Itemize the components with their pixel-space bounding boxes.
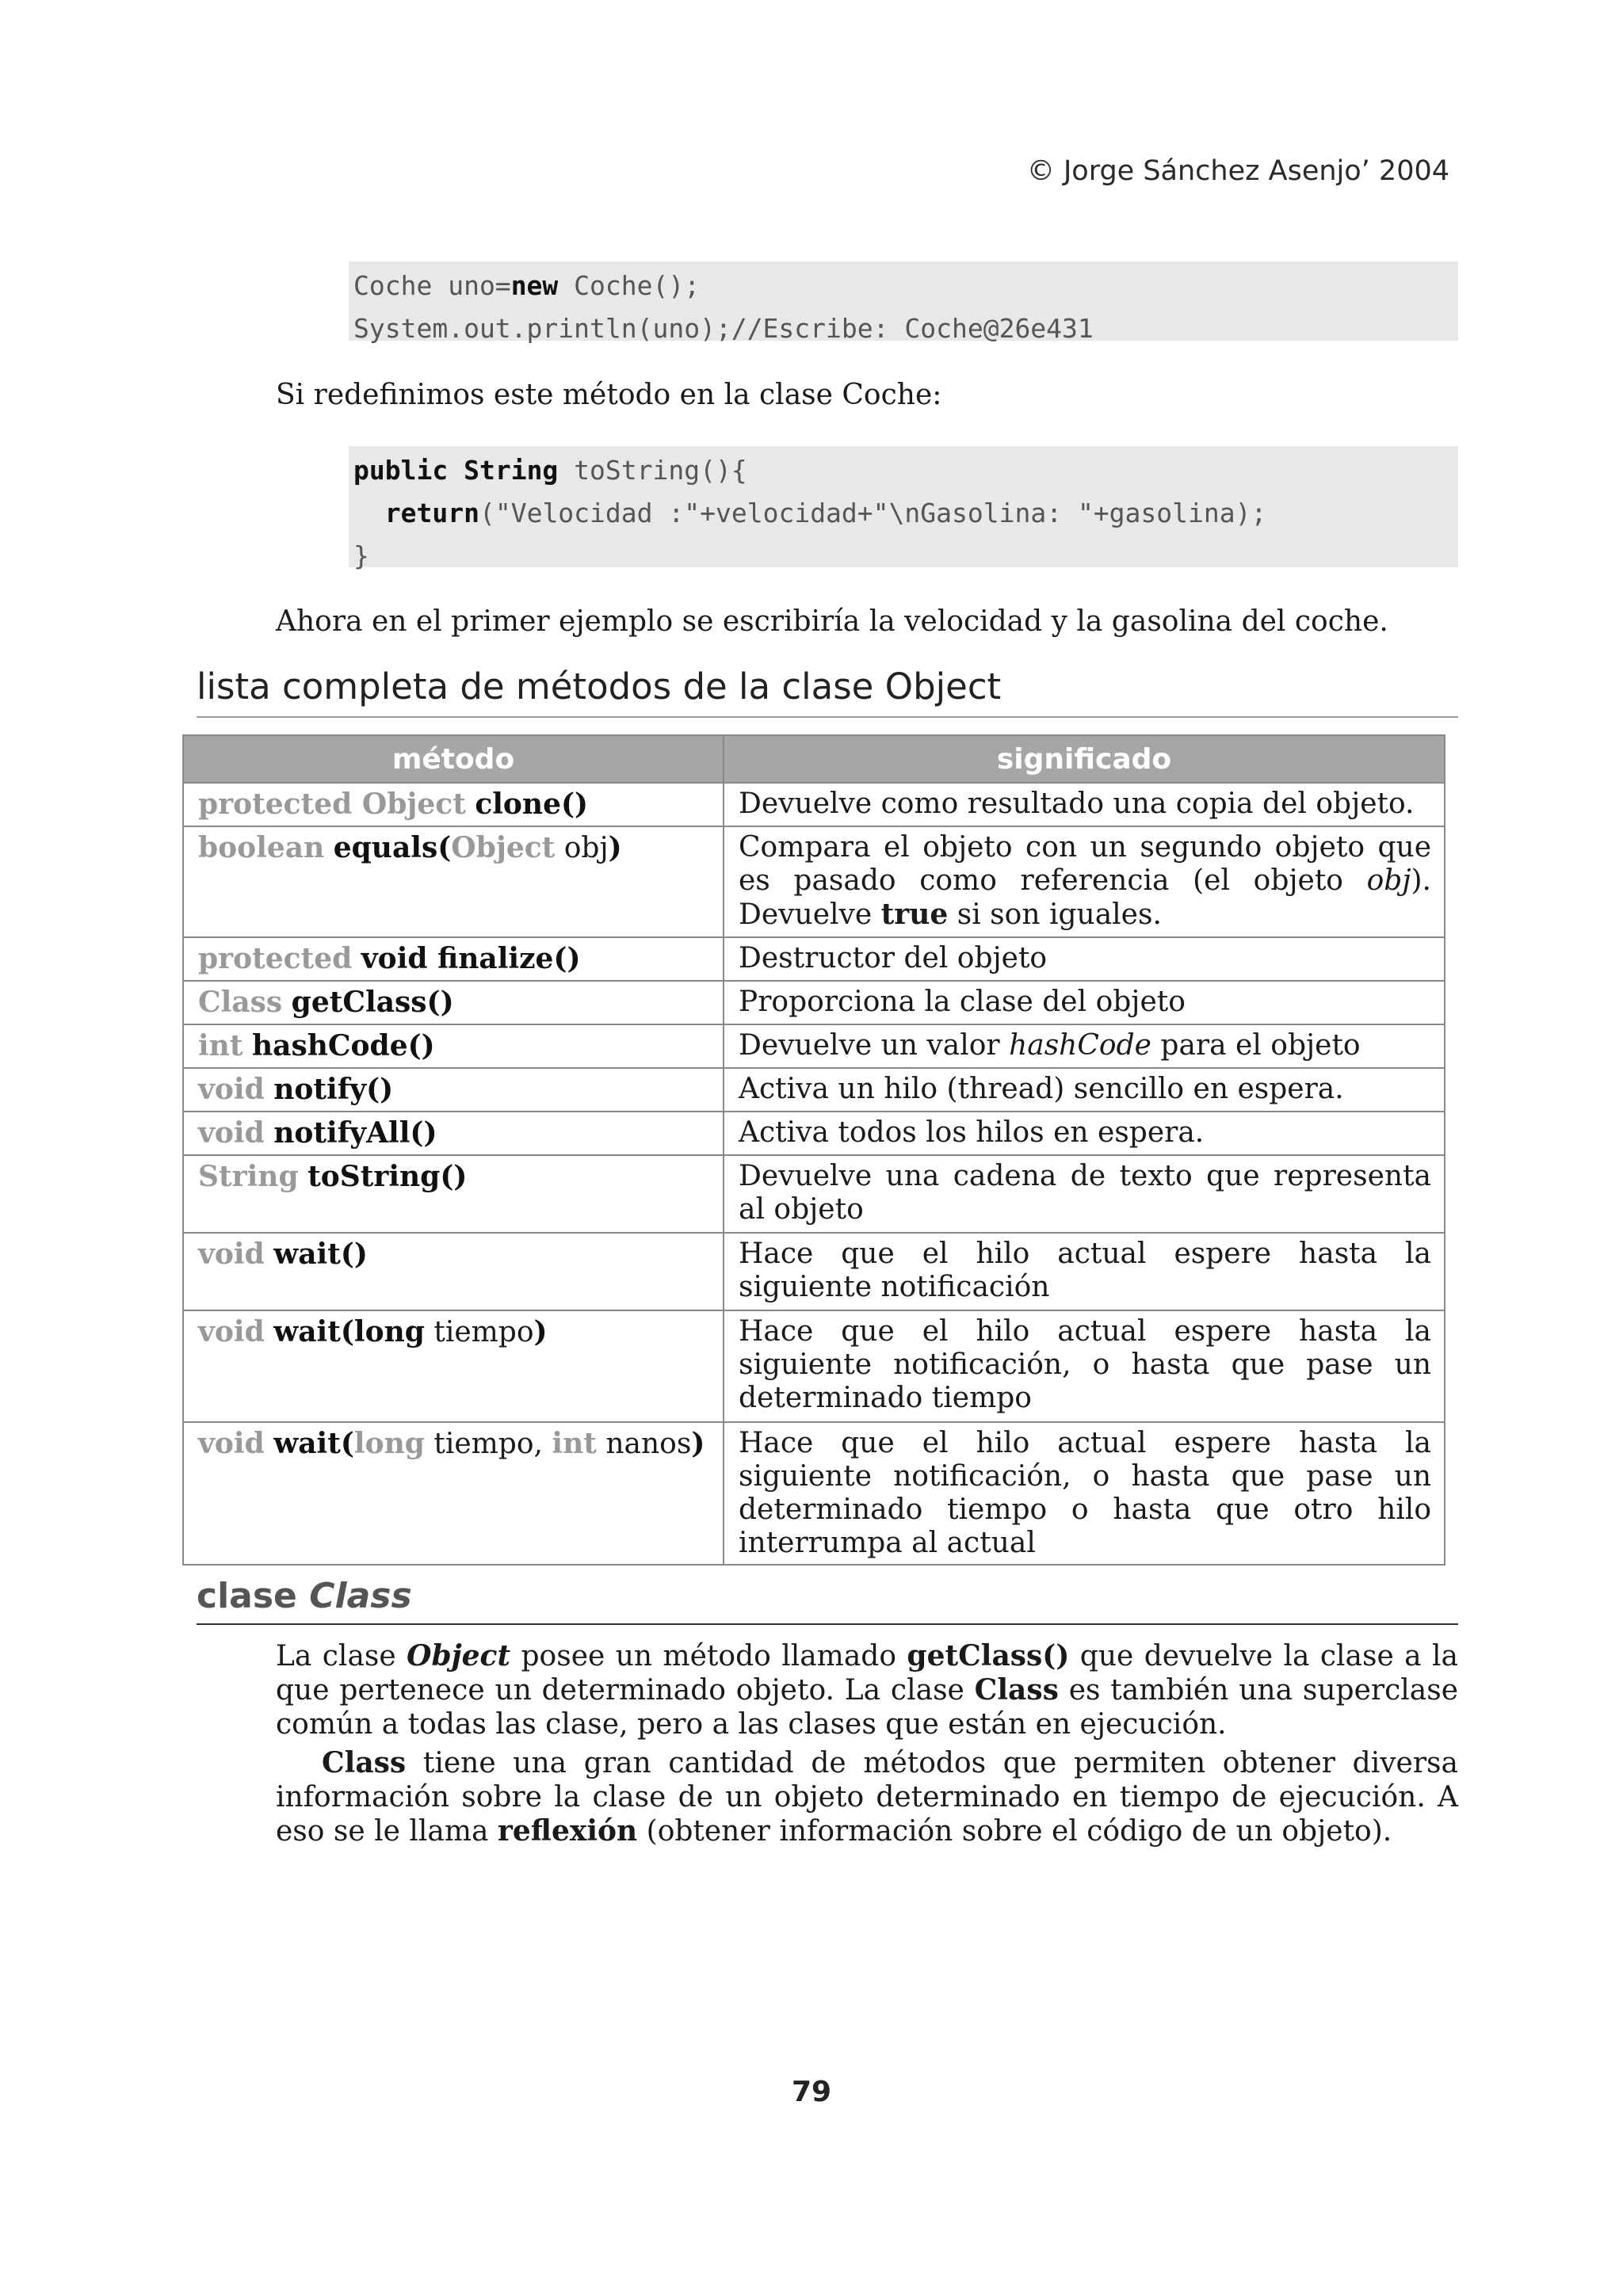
code-block-tostring-override (349, 446, 1458, 571)
method-description: Activa todos los hilos en espera. (724, 1112, 1445, 1155)
table-row (183, 1155, 1445, 1233)
code-line: } (353, 540, 369, 571)
code-line: System.out.println(uno);//Escribe: Coche@26e431 (353, 313, 1094, 344)
body-paragraph-reflection: Class tiene una gran cantidad de métodos que permiten obtener diversa información sobre la clase de un objeto determinado en tiempo de ejecución. A eso se le llama reflexión (obtener información sobre el código de un objeto). (276, 1746, 1458, 1848)
method-signature: void wait(long tiempo, int nanos) (183, 1422, 724, 1565)
section-title-object-methods: lista completa de métodos de la clase Object (197, 662, 1458, 718)
method-signature: void notifyAll() (183, 1112, 724, 1155)
method-description: Devuelve una cadena de texto que representa al objeto (724, 1155, 1445, 1233)
method-description: Hace que el hilo actual espere hasta la siguiente notificación, o hasta que pase un determinado tiempo o hasta que otro hilo interrumpa al actual (724, 1422, 1445, 1565)
table-row (183, 783, 1445, 826)
table-row (183, 1233, 1445, 1310)
column-header-method: método (183, 735, 724, 783)
table-row (183, 1068, 1445, 1112)
method-signature: boolean equals(Object obj) (183, 826, 724, 937)
method-signature: void wait(long tiempo) (183, 1310, 724, 1422)
method-description: Devuelve como resultado una copia del objeto. (724, 783, 1445, 826)
table-row (183, 826, 1445, 937)
method-signature: protected void finalize() (183, 937, 724, 981)
section-title-class: clase Class (197, 1573, 1458, 1625)
method-description: Hace que el hilo actual espere hasta la siguiente notificación (724, 1233, 1445, 1310)
method-description: Activa un hilo (thread) sencillo en espera. (724, 1068, 1445, 1112)
paragraph-redefine: Si redefinimos este método en la clase Coche: (276, 379, 942, 411)
method-signature: void wait() (183, 1233, 724, 1310)
table-row (183, 1310, 1445, 1422)
code-line: public String toString(){ (353, 455, 747, 486)
table-row (183, 1112, 1445, 1155)
method-description: Compara el objeto con un segundo objeto que es pasado como referencia (el objeto obj). Devuelve true si son iguales. (724, 826, 1445, 937)
method-signature: String toString() (183, 1155, 724, 1233)
method-signature: protected Object clone() (183, 783, 724, 826)
page-number: 79 (791, 2076, 832, 2108)
method-description: Destructor del objeto (724, 937, 1445, 981)
method-description: Hace que el hilo actual espere hasta la siguiente notificación, o hasta que pase un determinado tiempo (724, 1310, 1445, 1422)
body-paragraph-getclass: La clase Object posee un método llamado getClass() que devuelve la clase a la que pertenece un determinado objeto. La clase Class es también una superclase común a todas las clase, pero a las clases que están en ejecución. (276, 1639, 1458, 1741)
method-signature: int hashCode() (183, 1024, 724, 1068)
paragraph-example-result: Ahora en el primer ejemplo se escribiría la velocidad y la gasolina del coche. (276, 605, 1388, 638)
code-line: Coche uno=new Coche(); (353, 270, 701, 301)
object-methods-table (182, 734, 1445, 1566)
table-row (183, 1024, 1445, 1068)
page-header-copyright: © Jorge Sánchez Asenjo’ 2004 (1026, 155, 1449, 187)
method-signature: void notify() (183, 1068, 724, 1112)
column-header-meaning: significado (724, 735, 1445, 783)
table-header-row (183, 735, 1445, 783)
code-block-object-tostring (349, 261, 1458, 344)
table-row (183, 1422, 1445, 1565)
method-signature: Class getClass() (183, 981, 724, 1024)
code-line: return("Velocidad :"+velocidad+"\nGasolina: "+gasolina); (384, 498, 1267, 528)
table-row (183, 981, 1445, 1024)
method-description: Devuelve un valor hashCode para el objeto (724, 1024, 1445, 1068)
table-row (183, 937, 1445, 981)
method-description: Proporciona la clase del objeto (724, 981, 1445, 1024)
